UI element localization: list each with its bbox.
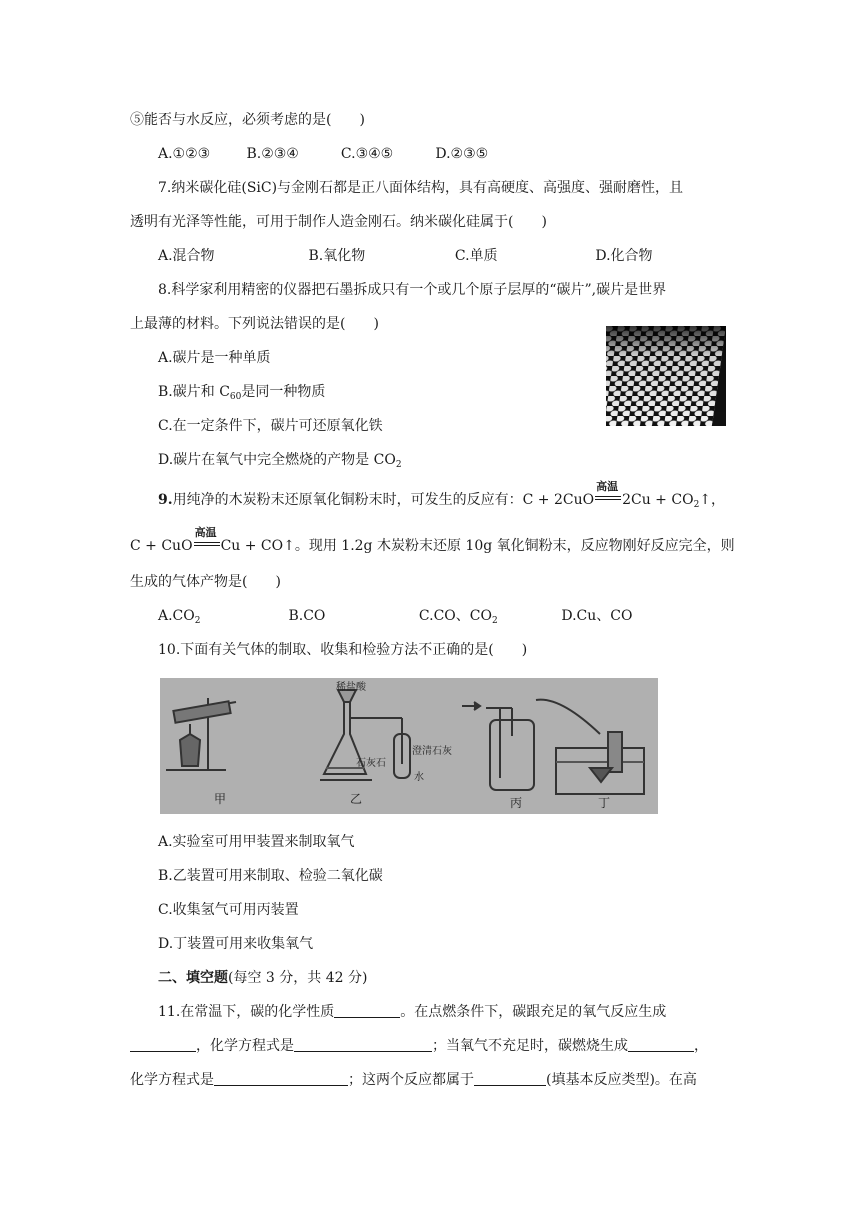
q11-text-4: ；当氧气不充足时，碳燃烧生成 [432, 1038, 628, 1054]
q9-line1 [158, 480, 726, 515]
q11-blank-6[interactable] [474, 1071, 546, 1086]
section-2-heading [158, 968, 367, 988]
q9-line2-text: Cu + CO↑。现用 1.2g 木炭粉末还原 10g 氧化铜粉末，反应物刚好反应完全，则 [220, 538, 735, 554]
q9-line2-reactants: C + CuO [130, 538, 193, 554]
q11-line3 [130, 1070, 697, 1090]
q8-line2: 上最薄的材料。下列说法错误的是( ) [130, 316, 379, 332]
apparatus-label-limewater: 澄清石灰 [412, 746, 452, 757]
q9-line1-products: 2Cu + CO [622, 492, 694, 508]
apparatus-label-water: 水 [414, 772, 424, 783]
q8-option-a[interactable]: A.碳片是一种单质 [158, 350, 271, 366]
q8-c60-subscript: 60 [229, 392, 242, 402]
q11-line1 [158, 1002, 666, 1022]
apparatus-label-yi: 乙 [350, 792, 363, 806]
q7-option-b[interactable]: B.氧化物 [308, 248, 366, 264]
q9-line2 [130, 526, 735, 556]
q7-option-c[interactable]: C.单质 [454, 248, 498, 264]
q8-option-d-text: D.碳片在氧气中完全燃烧的产物是 CO [158, 452, 396, 468]
graphene-image [606, 326, 726, 426]
q11-text-5: ， [694, 1038, 708, 1054]
q10-option-b[interactable]: B.乙装置可用来制取、检验二氧化碳 [158, 868, 383, 884]
q9-option-a[interactable]: $A.CO_2$ [158, 608, 201, 626]
q8-option-c[interactable]: C.在一定条件下，碳片可还原氧化铁 [158, 418, 383, 434]
q10-option-c[interactable]: C.收集氢气可用丙装置 [158, 902, 299, 918]
high-temp-condition [594, 480, 622, 510]
q9-option-c[interactable]: C.CO、$CO_2$ [418, 608, 498, 626]
q11-line2 [130, 1036, 708, 1056]
q9-line1-end: ↑， [699, 492, 726, 508]
q11-text-6: 化学方程式是 [130, 1072, 214, 1088]
q11-blank-3[interactable] [294, 1037, 432, 1052]
q8-line1: 8.科学家利用精密的仪器把石墨拆成只有一个或几个原子层厚的“碳片”,碳片是世界 [158, 282, 667, 298]
graphene-lattice [606, 326, 726, 426]
q6-tail: ⑤能否与水反应，必须考虑的是( ) [130, 112, 365, 128]
q11-text-1: 11.在常温下，碳的化学性质 [158, 1004, 335, 1020]
q9-line1-text: 用纯净的木炭粉末还原氧化铜粉末时，可发生的反应有：C + 2CuO [172, 492, 595, 508]
q7-option-a[interactable]: A.混合物 [158, 248, 215, 264]
q7-option-d[interactable]: D.化合物 [595, 248, 653, 264]
q6-option-d[interactable]: D.②③⑤ [435, 146, 489, 162]
q8-option-b[interactable] [158, 382, 325, 407]
q11-blank-4[interactable] [628, 1037, 694, 1052]
apparatus-label-limestone: 石灰石 [356, 758, 386, 769]
q9-number: 9. [158, 492, 173, 508]
apparatus-drawing [160, 678, 658, 814]
q9-line3: 生成的气体产物是( ) [130, 574, 281, 590]
q9-options [158, 606, 632, 631]
apparatus-label-jia: 甲 [214, 792, 227, 806]
q9-option-b[interactable]: B.CO [288, 608, 326, 624]
apparatus-label-ding: 丁 [598, 796, 611, 810]
condition-label: 高温 [596, 480, 619, 493]
q11-text-8: (填基本反应类型)。在高 [546, 1072, 697, 1088]
apparatus-label-hcl: 稀盐酸 [336, 682, 366, 693]
q8-option-b-rest: 是同一种物质 [241, 384, 326, 400]
q11-text-7: ；这两个反应都属于 [348, 1072, 474, 1088]
q10-line1: 10.下面有关气体的制取、收集和检验方法不正确的是( ) [158, 642, 528, 658]
q11-text-3: ，化学方程式是 [196, 1038, 294, 1054]
q11-blank-2[interactable] [130, 1037, 196, 1052]
q8-option-b-text: B.碳片和 C [158, 384, 230, 400]
apparatus-label-bing: 丙 [510, 796, 523, 810]
q6-option-b[interactable]: B.②③④ [246, 146, 299, 162]
q9-option-d[interactable]: D.Cu、CO [561, 608, 633, 624]
lab-apparatus-image [160, 678, 658, 814]
section-2-title: 二、填空题 [158, 970, 228, 986]
high-temp-condition-2 [193, 526, 221, 556]
q7-options [158, 246, 653, 266]
q7-line2: 透明有光泽等性能，可用于制作人造金刚石。纳米碳化硅属于( ) [130, 214, 547, 230]
q10-option-a[interactable]: A.实验室可用甲装置来制取氧气 [158, 834, 355, 850]
q11-text-2: 。在点燃条件下，碳跟充足的氧气反应生成 [400, 1004, 667, 1020]
q6-options [158, 144, 488, 164]
q9-co2-subscript: 2 [693, 500, 700, 510]
condition-label-2: 高温 [194, 526, 217, 539]
q8-option-d[interactable] [158, 450, 402, 475]
q8-co2-subscript: 2 [395, 460, 402, 470]
q6-option-c[interactable]: C.③④⑤ [340, 146, 394, 162]
q6-option-a[interactable]: A.①②③ [158, 146, 211, 162]
q11-blank-5[interactable] [214, 1071, 348, 1086]
q10-option-d[interactable]: D.丁装置可用来收集氧气 [158, 936, 314, 952]
section-2-note: (每空 3 分，共 42 分) [228, 970, 368, 986]
q11-blank-1[interactable] [334, 1003, 400, 1018]
q7-line1: 7.纳米碳化硅(SiC)与金刚石都是正八面体结构，具有高硬度、高强度、强耐磨性，且 [158, 180, 684, 196]
